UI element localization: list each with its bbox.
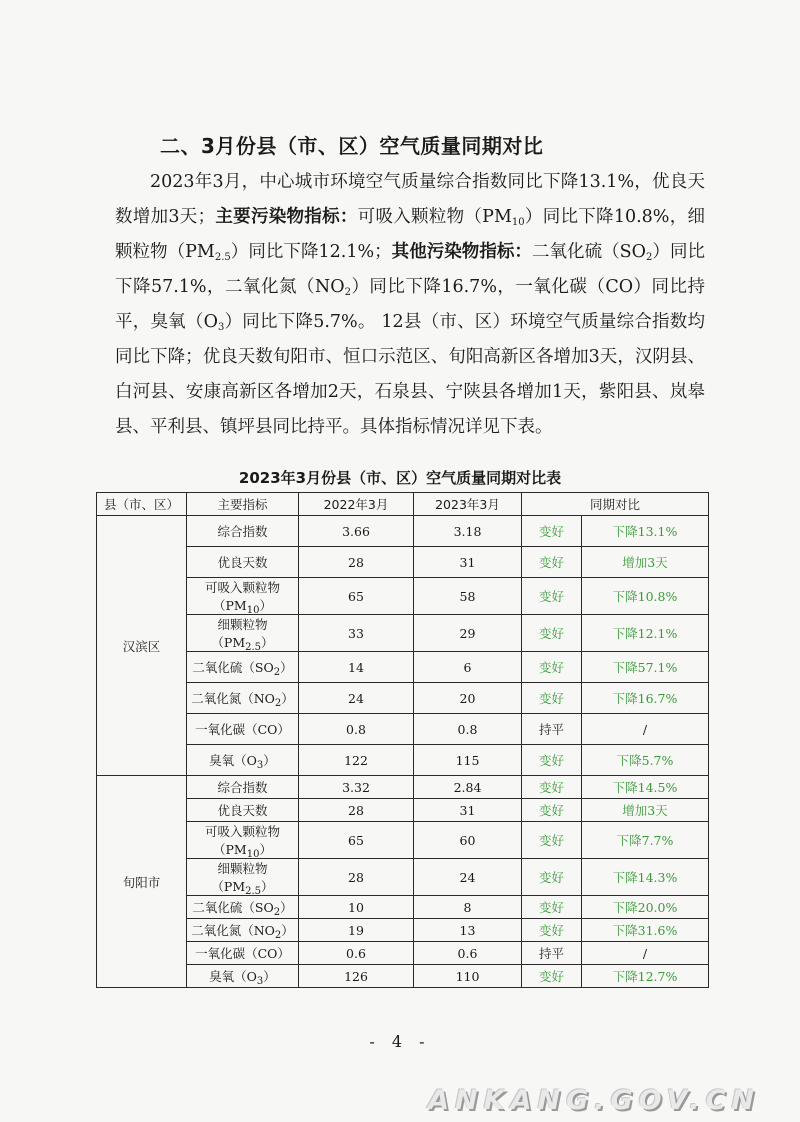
- indicator-close: ）: [259, 842, 272, 857]
- indicator-cell: [187, 919, 299, 942]
- comparison-status: 变好: [522, 652, 582, 683]
- paragraph-text: 2023年3月，中心城市环境空气质量综合指数同比下降13.1%，优良天数增加3天；: [115, 172, 705, 227]
- value-2023: 29: [414, 615, 522, 652]
- comparison-status: 变好: [522, 896, 582, 919]
- value-2022: 19: [299, 919, 414, 942]
- value-2022: 28: [299, 547, 414, 578]
- comparison-table: [96, 492, 709, 988]
- value-2023: 24: [414, 859, 522, 896]
- comparison-change: 增加3天: [582, 799, 709, 822]
- subscript: 2: [344, 287, 351, 298]
- indicator-cell: [187, 683, 299, 714]
- indicator-cell: [187, 615, 299, 652]
- indicator-label: 可吸入颗粒物（PM: [204, 580, 280, 613]
- table-row: [97, 822, 709, 859]
- comparison-change: 下降12.7%: [582, 965, 709, 988]
- indicator-subscript: 10: [246, 849, 260, 860]
- comparison-status: 变好: [522, 919, 582, 942]
- value-2022: 0.6: [299, 942, 414, 965]
- comparison-change: 下降12.1%: [582, 615, 709, 652]
- indicator-close: ）: [281, 691, 294, 706]
- value-2023: 20: [414, 683, 522, 714]
- table-row: [97, 652, 709, 683]
- indicator-cell: [187, 578, 299, 615]
- value-2022: 24: [299, 683, 414, 714]
- value-2022: 65: [299, 822, 414, 859]
- comparison-status: 变好: [522, 799, 582, 822]
- comparison-status: 变好: [522, 965, 582, 988]
- indicator-label: 二氧化氮（NO: [191, 923, 275, 938]
- indicator-cell: [187, 859, 299, 896]
- paragraph-text: ）同比下降12.1%；: [230, 242, 392, 262]
- comparison-change: /: [582, 714, 709, 745]
- value-2023: 0.8: [414, 714, 522, 745]
- table-row: [97, 615, 709, 652]
- value-2022: 122: [299, 745, 414, 776]
- table-row: [97, 942, 709, 965]
- indicator-cell: [187, 799, 299, 822]
- comparison-status: 变好: [522, 683, 582, 714]
- indicator-label: 二氧化硫（SO: [192, 900, 274, 915]
- indicator-label: 臭氧（O: [209, 753, 257, 768]
- indicator-label: 优良天数: [217, 555, 268, 570]
- table-row: [97, 578, 709, 615]
- value-2022: 0.8: [299, 714, 414, 745]
- value-2023: 31: [414, 547, 522, 578]
- comparison-change: 下降5.7%: [582, 745, 709, 776]
- comparison-change: /: [582, 942, 709, 965]
- indicator-subscript: 2: [273, 907, 281, 918]
- subscript: 3: [217, 322, 225, 333]
- value-2023: 2.84: [414, 776, 522, 799]
- value-2023: 110: [414, 965, 522, 988]
- indicator-label: 综合指数: [217, 780, 268, 795]
- table-row: [97, 776, 709, 799]
- comparison-change: 下降14.3%: [582, 859, 709, 896]
- header-county: 县（市、区）: [97, 493, 187, 516]
- paragraph-text: 二氧化硫（SO: [531, 242, 647, 262]
- value-2022: 10: [299, 896, 414, 919]
- indicator-subscript: 3: [256, 976, 264, 987]
- value-2022: 3.66: [299, 516, 414, 547]
- value-2023: 115: [414, 745, 522, 776]
- county-name: 旬阳市: [97, 776, 187, 988]
- comparison-change: 下降31.6%: [582, 919, 709, 942]
- indicator-label: 二氧化氮（NO: [191, 691, 275, 706]
- page-number: - 4 -: [369, 1032, 431, 1051]
- indicator-subscript: 2.5: [245, 886, 262, 897]
- value-2023: 60: [414, 822, 522, 859]
- comparison-status: 变好: [522, 745, 582, 776]
- other-pollutant-label: 其他污染物指标：: [391, 242, 532, 262]
- indicator-label: 优良天数: [217, 803, 268, 818]
- comparison-status: 变好: [522, 516, 582, 547]
- table-row: [97, 799, 709, 822]
- county-name: 汉滨区: [97, 516, 187, 776]
- header-2023: 2023年3月: [414, 493, 522, 516]
- indicator-label: 可吸入颗粒物（PM: [204, 824, 280, 857]
- table-row: [97, 745, 709, 776]
- indicator-close: ）: [281, 923, 294, 938]
- value-2023: 3.18: [414, 516, 522, 547]
- value-2023: 6: [414, 652, 522, 683]
- comparison-change: 下降20.0%: [582, 896, 709, 919]
- subscript: 10: [511, 217, 525, 228]
- subscript: 2: [646, 252, 653, 263]
- indicator-label: 细颗粒物（PM: [211, 861, 268, 894]
- indicator-label: 一氧化碳（CO）: [195, 722, 290, 737]
- indicator-cell: [187, 942, 299, 965]
- table-header-row: [97, 493, 709, 516]
- indicator-subscript: 3: [256, 760, 264, 771]
- paragraph-text: 可吸入颗粒物（PM: [357, 207, 512, 227]
- indicator-label: 二氧化硫（SO: [192, 660, 274, 675]
- table-row: [97, 919, 709, 942]
- table-row: [97, 859, 709, 896]
- indicator-cell: [187, 822, 299, 859]
- indicator-cell: [187, 547, 299, 578]
- value-2022: 28: [299, 859, 414, 896]
- header-2022: 2022年3月: [299, 493, 414, 516]
- paragraph-text: ）同比下降16.7%，一氧化碳（CO）同比持平，臭氧（O: [115, 277, 705, 332]
- indicator-subscript: 2: [274, 930, 282, 941]
- comparison-status: 变好: [522, 578, 582, 615]
- table-row: [97, 547, 709, 578]
- value-2023: 8: [414, 896, 522, 919]
- header-indicator: 主要指标: [187, 493, 299, 516]
- value-2023: 0.6: [414, 942, 522, 965]
- indicator-close: ）: [259, 598, 272, 613]
- comparison-change: 下降10.8%: [582, 578, 709, 615]
- indicator-close: ）: [263, 753, 276, 768]
- value-2023: 58: [414, 578, 522, 615]
- indicator-label: 细颗粒物（PM: [211, 617, 268, 650]
- indicator-close: ）: [280, 900, 293, 915]
- table-row: [97, 896, 709, 919]
- indicator-cell: [187, 714, 299, 745]
- indicator-close: ）: [261, 635, 274, 650]
- table-row: [97, 714, 709, 745]
- table-title: 2023年3月份县（市、区）空气质量同期对比表: [238, 469, 562, 487]
- indicator-close: ）: [261, 879, 274, 894]
- paragraph-text: ）同比下降10.8%，细颗粒物（PM: [115, 207, 706, 262]
- indicator-cell: [187, 652, 299, 683]
- indicator-close: ）: [280, 660, 293, 675]
- paragraph-text: ）同比下降57.1%，二氧化氮（NO: [115, 242, 706, 297]
- subscript: 2.5: [214, 252, 231, 263]
- indicator-subscript: 2.5: [245, 642, 262, 653]
- value-2022: 28: [299, 799, 414, 822]
- table-row: [97, 683, 709, 714]
- value-2022: 126: [299, 965, 414, 988]
- comparison-status: 变好: [522, 822, 582, 859]
- comparison-change: 下降57.1%: [582, 652, 709, 683]
- comparison-status: 变好: [522, 547, 582, 578]
- comparison-change: 下降14.5%: [582, 776, 709, 799]
- comparison-status: 变好: [522, 859, 582, 896]
- indicator-subscript: 2: [273, 667, 281, 678]
- paragraph-text: ）同比下降5.7%。 12县（市、区）环境空气质量综合指数均同比下降；优良天数旬阳市、恒口示范区、旬阳高新区各增加3天，汉阴县、白河县、安康高新区各增加2天，石泉县、宁陕县各增加1天，紫阳县、岚皋县、平利县、镇坪县同比持平。具体指标情况详见下表。: [115, 312, 705, 437]
- comparison-status: 变好: [522, 615, 582, 652]
- indicator-close: ）: [263, 969, 276, 984]
- table-row: [97, 965, 709, 988]
- comparison-status: 持平: [522, 942, 582, 965]
- indicator-label: 臭氧（O: [209, 969, 257, 984]
- indicator-label: 一氧化碳（CO）: [195, 946, 290, 961]
- value-2022: 14: [299, 652, 414, 683]
- comparison-change: 下降7.7%: [582, 822, 709, 859]
- comparison-status: 持平: [522, 714, 582, 745]
- indicator-cell: [187, 516, 299, 547]
- indicator-cell: [187, 776, 299, 799]
- header-comparison: 同期对比: [522, 493, 709, 516]
- indicator-subscript: 2: [274, 698, 282, 709]
- comparison-status: 变好: [522, 776, 582, 799]
- indicator-cell: [187, 965, 299, 988]
- value-2023: 31: [414, 799, 522, 822]
- table-row: [97, 516, 709, 547]
- comparison-change: 下降16.7%: [582, 683, 709, 714]
- section-heading: 二、3月份县（市、区）空气质量同期对比: [160, 134, 544, 158]
- body-paragraph: [115, 165, 705, 445]
- indicator-subscript: 10: [246, 605, 260, 616]
- value-2022: 3.32: [299, 776, 414, 799]
- site-watermark: ANKANG.GOV.CN: [428, 1085, 760, 1116]
- comparison-change: 增加3天: [582, 547, 709, 578]
- comparison-change: 下降13.1%: [582, 516, 709, 547]
- value-2022: 33: [299, 615, 414, 652]
- value-2022: 65: [299, 578, 414, 615]
- indicator-cell: [187, 745, 299, 776]
- indicator-cell: [187, 896, 299, 919]
- indicator-label: 综合指数: [217, 524, 268, 539]
- value-2023: 13: [414, 919, 522, 942]
- main-pollutant-label: 主要污染物指标：: [215, 207, 358, 227]
